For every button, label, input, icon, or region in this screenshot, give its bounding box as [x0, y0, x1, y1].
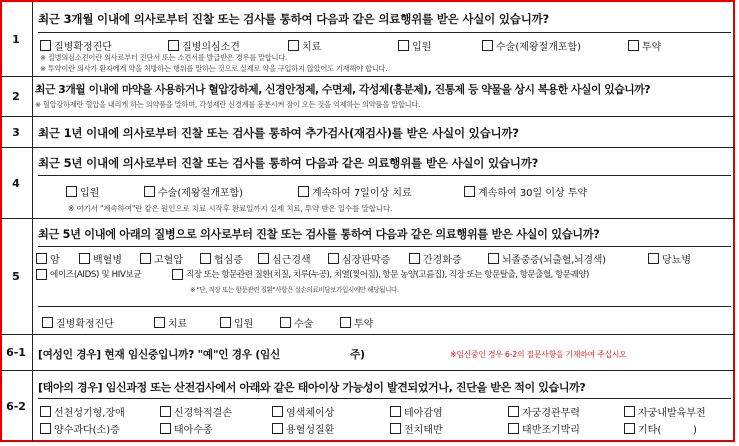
row-number: 6-2: [0, 371, 33, 442]
fetal-option-other[interactable]: 기타( ): [624, 421, 697, 436]
divider: [38, 175, 731, 176]
note: ※ 질병의심소견이란 의사로부터 진단서 또는 소견서를 발급받은 경우를 말합니다.: [40, 53, 288, 62]
row-number: 1: [0, 2, 33, 76]
checkbox[interactable]: [340, 317, 351, 328]
option-surgery[interactable]: 수술(제왕절개포함): [482, 38, 581, 53]
disease-aids-hiv[interactable]: 에이즈(AIDS) 및 HIV보균: [36, 268, 141, 280]
fetal-option[interactable]: 자궁경관무력: [508, 404, 580, 419]
question-row-2: [0, 76, 735, 116]
question-text: 최근 3개월 이내에 의사로부터 진찰 또는 검사를 통하여 다음과 같은 의료행위를 받은 사실이 있습니까?: [38, 12, 549, 26]
fetal-option[interactable]: 태아수종: [160, 421, 213, 436]
disease-rectal-anal[interactable]: 직장 또는 항문관련 질환(치질, 치루(누공), 치열(찢어짐), 항문 농양(고름집), 직장 또는 항문탈출, 항문출혈, 항문궤양): [172, 268, 589, 280]
option-treatment[interactable]: 치료: [288, 38, 321, 53]
option-7day-treatment[interactable]: 계속하여 7일이상 치료: [298, 184, 412, 199]
checkbox[interactable]: [508, 406, 519, 417]
fetal-option[interactable]: 전치태반: [390, 421, 443, 436]
checkbox[interactable]: [298, 186, 309, 197]
divider: [38, 246, 731, 247]
question-text: 최근 3개월 이내에 마약을 사용하거나 혈압강하제, 신경안정제, 수면제, 각성제(흥분제), 진통제 등 약물을 상시 복용한 사실이 있습니까?: [35, 83, 651, 96]
checkbox[interactable]: [40, 406, 51, 417]
fetal-option[interactable]: 태반조기박리: [508, 421, 580, 436]
checkbox[interactable]: [168, 40, 179, 51]
fetal-option[interactable]: 자궁내발육부전: [624, 404, 706, 419]
checkbox[interactable]: [200, 253, 211, 264]
red-note: ※임신중인 경우 6-2의 질문사항을 기재하여 주십시오: [450, 350, 627, 359]
checkbox[interactable]: [79, 253, 90, 264]
row-number: 4: [0, 148, 33, 218]
checkbox[interactable]: [624, 406, 635, 417]
disease-stroke[interactable]: 뇌졸중증(뇌출혈,뇌경색): [488, 251, 606, 266]
note: ※ 여기서 "계속하여"란 같은 원인으로 치료 시작후 완료일까지 실제 치료, 투약 받은 일수를 말합니다.: [68, 204, 393, 213]
checkbox[interactable]: [258, 253, 269, 264]
disease-valvular[interactable]: 심장판막증: [328, 251, 390, 266]
checkbox[interactable]: [42, 317, 53, 328]
checkbox[interactable]: [624, 423, 635, 434]
fetal-option[interactable]: 선천성기형,장애: [40, 404, 125, 419]
option-hospitalization[interactable]: 입원: [398, 38, 431, 53]
question-row-3: [0, 116, 735, 147]
note: ※ "단, 직장 또는 항문관련 질환"사항은 실손의료비담보가입시에만 해당됩니다.: [190, 286, 399, 294]
row-number: 6-1: [0, 335, 33, 370]
checkbox[interactable]: [280, 317, 291, 328]
question-row-4: [0, 147, 735, 218]
note: ※ 혈압강하제란 혈압을 내리게 하는 의약품을 말하며, 각성제란 신경계를 흥분시켜 잠이 오든 것을 억제하는 의약품을 말합니다.: [35, 100, 421, 109]
fetal-option[interactable]: 양수과다(소)증: [40, 421, 120, 436]
question-row-6-2: [0, 370, 735, 442]
fetal-option[interactable]: 염색체이상: [272, 404, 334, 419]
option-30day-medication[interactable]: 계속하여 30일 이상 투약: [464, 184, 587, 199]
checkbox[interactable]: [160, 406, 171, 417]
checkbox[interactable]: [328, 253, 339, 264]
checkbox[interactable]: [144, 186, 155, 197]
option-hospitalization[interactable]: 입원: [66, 184, 99, 199]
checkbox[interactable]: [272, 423, 283, 434]
row-number: 2: [0, 77, 33, 116]
question-row-1: [0, 2, 735, 76]
checkbox[interactable]: [409, 253, 420, 264]
question-text: 최근 5년 이내에 아래의 질병으로 의사로부터 진찰 또는 검사를 통하여 다음과 같은 의료행위를 받은 사실이 있습니까?: [38, 228, 600, 241]
question-text: 최근 5년 이내에 의사로부터 진찰 또는 검사를 통하여 다음과 같은 의료행위를 받은 사실이 있습니까?: [38, 156, 539, 170]
disease-hypertension[interactable]: 고혈압: [140, 251, 183, 266]
question-row-5: [0, 218, 735, 334]
divider: [38, 306, 731, 307]
option-treatment[interactable]: 치료: [154, 315, 187, 330]
checkbox[interactable]: [464, 186, 475, 197]
disease-cancer[interactable]: 암: [36, 251, 60, 266]
option-surgery[interactable]: 수술: [280, 315, 313, 330]
checkbox[interactable]: [40, 423, 51, 434]
checkbox[interactable]: [628, 40, 639, 51]
checkbox[interactable]: [272, 406, 283, 417]
note: ※ 투약이란 의사가 환자에게 약을 처방하는 행위를 말하는 것으로 실제로 약을 구입하지 않았어도 기재해야 합니다.: [40, 64, 388, 73]
option-confirmed-diagnosis[interactable]: 질병확정진단: [40, 38, 112, 53]
question-row-6-1: [0, 334, 735, 370]
checkbox[interactable]: [648, 253, 659, 264]
disease-leukemia[interactable]: 백혈병: [79, 251, 122, 266]
checkbox[interactable]: [154, 317, 165, 328]
option-surgery[interactable]: 수술(제왕절개포함): [144, 184, 243, 199]
checkbox[interactable]: [508, 423, 519, 434]
checkbox[interactable]: [172, 269, 183, 280]
checkbox[interactable]: [40, 40, 51, 51]
disease-angina[interactable]: 협심증: [200, 251, 243, 266]
option-hospitalization[interactable]: 입원: [220, 315, 253, 330]
option-medication[interactable]: 투약: [628, 38, 661, 53]
checkbox[interactable]: [66, 186, 77, 197]
checkbox[interactable]: [220, 317, 231, 328]
checkbox[interactable]: [36, 253, 47, 264]
checkbox[interactable]: [482, 40, 493, 51]
disease-cirrhosis[interactable]: 간경화증: [409, 251, 462, 266]
checkbox[interactable]: [36, 269, 47, 280]
option-confirmed-diagnosis[interactable]: 질병확정진단: [42, 315, 114, 330]
option-medication[interactable]: 투약: [340, 315, 373, 330]
fetal-option[interactable]: 용혈성질환: [272, 421, 334, 436]
row-number: 3: [0, 117, 33, 147]
divider: [38, 32, 731, 33]
checkbox[interactable]: [398, 40, 409, 51]
checkbox[interactable]: [140, 253, 151, 264]
checkbox[interactable]: [288, 40, 299, 51]
disease-diabetes[interactable]: 당뇨병: [648, 251, 691, 266]
disease-myocardial-infarction[interactable]: 심근경색: [258, 251, 311, 266]
question-text: 최근 1년 이내에 의사로부터 진찰 또는 검사를 통하여 추가검사(재검사)를 받은 사실이 있습니까?: [38, 126, 519, 140]
checkbox[interactable]: [160, 423, 171, 434]
checkbox[interactable]: [390, 406, 401, 417]
fetal-option[interactable]: 테아감염: [390, 404, 443, 419]
option-suspected-disease[interactable]: 질병의심소견: [168, 38, 240, 53]
row-number: 5: [0, 219, 33, 334]
question-text: [태아의 경우] 임신과정 또는 산전검사에서 아래와 같은 태아이상 가능성이 발견되었거나, 진단을 받은 적이 있습니까?: [38, 381, 586, 394]
checkbox[interactable]: [390, 423, 401, 434]
fetal-option[interactable]: 신경학적결손: [160, 404, 232, 419]
question-text: [여성인 경우] 현재 임신중입니까? "예"인 경우 (임신 주): [38, 349, 365, 361]
checkbox[interactable]: [488, 253, 499, 264]
divider: [38, 398, 731, 399]
